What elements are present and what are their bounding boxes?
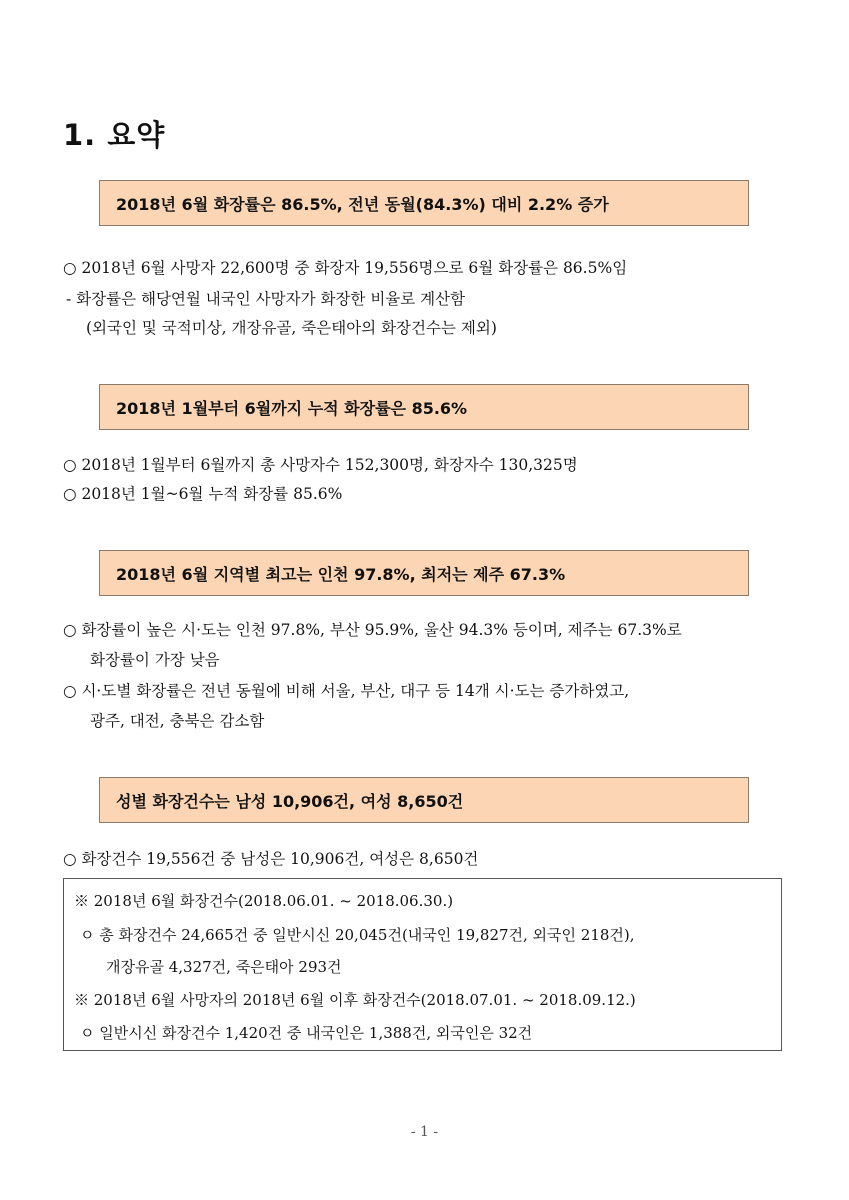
bullet-line: ○ 화장건수 19,556건 중 남성은 10,906건, 여성은 8,650건 [63,850,479,868]
page-title: 1. 요약 [63,118,166,152]
continuation-line: 화장률이 가장 낮음 [90,651,220,669]
note-line: ※ 2018년 6월 사망자의 2018년 6월 이후 화장건수(2018.07.01. ~ 2018.09.12.) [74,991,636,1009]
note-line: ㅇ 총 화장건수 24,665건 중 일반시신 20,045건(내국인 19,827건, 외국인 218건), [80,926,635,944]
bullet-line: ○ 2018년 6월 사망자 22,600명 중 화장자 19,556명으로 6월 화장률은 86.5%임 [63,259,628,277]
section-heading-regional-rate: 2018년 6월 지역별 최고는 인천 97.8%, 최저는 제주 67.3% [99,550,749,596]
bullet-line: ○ 2018년 1월부터 6월까지 총 사망자수 152,300명, 화장자수 130,325명 [63,456,578,474]
page-number: - 1 - [410,1124,439,1140]
note-line: ㅇ 일반시신 화장건수 1,420건 중 내국인은 1,388건, 외국인은 32건 [80,1024,533,1042]
bullet-line: ○ 화장률이 높은 시·도는 인천 97.8%, 부산 95.9%, 울산 94.3% 등이며, 제주는 67.3%로 [63,621,682,639]
section-heading-cumulative-rate: 2018년 1월부터 6월까지 누적 화장률은 85.6% [99,384,749,430]
continuation-line: (외국인 및 국적미상, 개장유골, 죽은태아의 화장건수는 제외) [86,319,497,337]
section-heading-gender-count: 성별 화장건수는 남성 10,906건, 여성 8,650건 [99,777,749,823]
section-heading-cremation-rate: 2018년 6월 화장률은 86.5%, 전년 동월(84.3%) 대비 2.2% 증가 [99,180,749,226]
bullet-line: ○ 시·도별 화장률은 전년 동월에 비해 서울, 부산, 대구 등 14개 시·도는 증가하였고, [63,682,630,700]
note-line: ※ 2018년 6월 화장건수(2018.06.01. ~ 2018.06.30.) [74,892,454,910]
dash-line: - 화장률은 해당연월 내국인 사망자가 화장한 비율로 계산함 [66,290,466,308]
bullet-line: ○ 2018년 1월~6월 누적 화장률 85.6% [63,485,343,503]
continuation-line: 광주, 대전, 충북은 감소함 [90,712,265,730]
note-line: 개장유골 4,327건, 죽은태아 293건 [106,958,342,976]
note-box [63,878,782,1051]
